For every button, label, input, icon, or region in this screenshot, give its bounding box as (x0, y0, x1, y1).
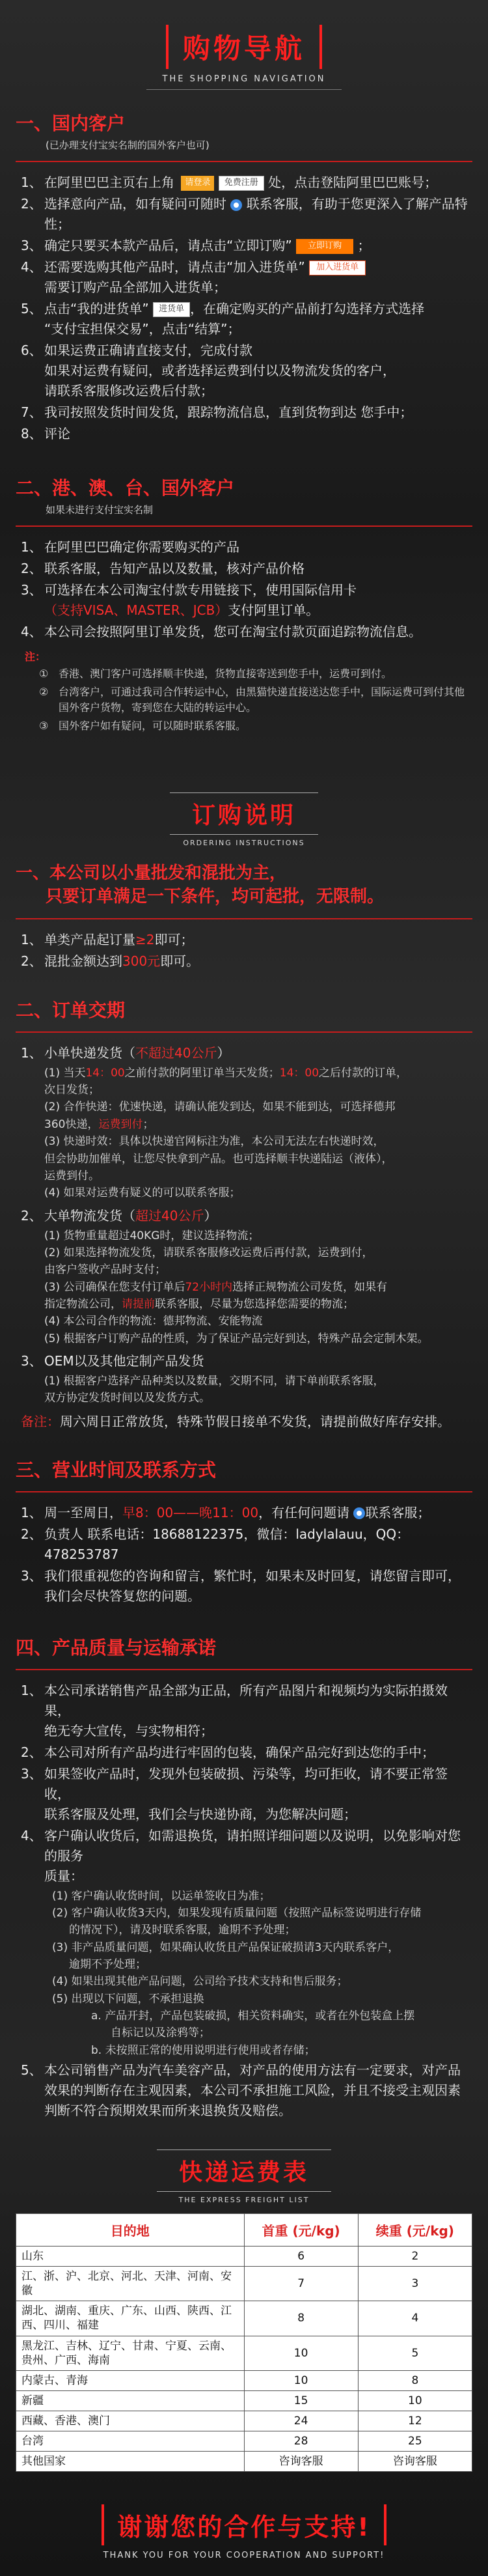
step-number: 1、 (21, 175, 42, 190)
detail-line: 的情况下），请及时联系客服，逾期不予处理； (69, 1924, 296, 1937)
add-to-cart-button[interactable]: 加入进货单 (309, 260, 366, 275)
chat-icon[interactable] (230, 199, 242, 211)
detail-line: (1) 根据客户选择产品种类以及数量，交期不同，请下单前联系客服， (44, 1374, 385, 1388)
destination-cell: 湖北、湖南、重庆、广东、山西、陕西、江西、四川、福建 (16, 2301, 245, 2336)
detail-line: (5) 根据客户订购产品的性质，为了保证产品完好到达，特殊产品会定制木架。 (44, 1332, 429, 1345)
domestic-steps (0, 173, 488, 444)
step-text: 联系客服，有助于您更深入了解产品特性； (44, 196, 468, 232)
time-highlight: 14：00 (85, 1066, 125, 1080)
step-number: 4、 (21, 624, 42, 639)
step-text: 混批金额达到 (44, 953, 122, 969)
step-number: 1、 (21, 1044, 42, 1061)
remark-label: 备注： (21, 1413, 60, 1429)
step-text: 联系客服，告知产品以及数量，核对产品价格 (44, 561, 305, 576)
ordering-title: 订购说明 (170, 792, 318, 835)
list-item (21, 1743, 470, 1763)
detail-line (44, 1116, 488, 1133)
step-text: 点击 (44, 301, 70, 316)
list-item (21, 1826, 470, 1886)
detail-line: (4) 如果对运费有疑义的可以联系客服； (44, 1186, 241, 1200)
step-number: 2、 (21, 196, 42, 212)
step-text: 如果签收产品时，发现外包装破损、污染等，均可拒收，请不要正常签收， (44, 1765, 448, 1802)
min-quantity: ≥2 (135, 931, 155, 947)
detail-text: 联系客服，尽量为您选择您需要的物流； (155, 1297, 354, 1311)
thanks-subtitle: THANK YOU FOR YOUR COOPERATION AND SUPPORT! (103, 2551, 385, 2561)
notice-block (0, 643, 488, 734)
step-text: ； (357, 238, 371, 253)
step-number: 7、 (21, 404, 42, 420)
step-number: 4、 (21, 259, 42, 275)
step-number: 5、 (21, 301, 42, 316)
register-button[interactable]: 免费注册 (219, 176, 264, 190)
remark-text: 周六周日正常放货，特殊节假日接单不发货，请提前做好库存安排。 (60, 1413, 450, 1429)
oem-details (0, 1373, 488, 1407)
step-text: ，有任何问题请 (258, 1504, 350, 1520)
detail-line: 由客户签收产品时支付； (44, 1263, 166, 1277)
step-text: 选择意向产品，如有疑问可随时 (44, 196, 226, 212)
thanks-title: 谢谢您的合作与支持! (102, 2504, 386, 2545)
detail-text: 之后付款的订单， (319, 1066, 408, 1080)
detail-text: 之前付款的阿里订单当天发货； (124, 1066, 280, 1080)
step-text: 我司按照发货时间发货，跟踪物流信息，直到货物到达 您手中； (44, 404, 413, 420)
step-text: 即可； (154, 931, 194, 947)
detail-line (44, 1065, 488, 1082)
detail-line: (4) 本公司合作的物流：德邦物流、安能物流 (44, 1315, 263, 1328)
step-text: “我的进货单” (70, 301, 149, 316)
step-text: 周一至周日， (44, 1504, 122, 1520)
small-order-details (0, 1065, 488, 1202)
step-text: 评论 (44, 426, 70, 441)
list-item (21, 559, 470, 579)
detail-line: (2) 如果选择物流发货，请联系客服修改运费后再付款，运费到付， (44, 1246, 373, 1259)
freight-note: 运费到付 (98, 1117, 143, 1131)
first-weight-cell: 咨询客服 (244, 2452, 358, 2472)
table-row (16, 2411, 472, 2431)
step-number: 3、 (21, 1352, 42, 1369)
header (0, 0, 488, 90)
extra-weight-cell: 4 (358, 2301, 472, 2336)
option-title: 大单物流发货（ (44, 1207, 135, 1224)
step-text: 处，点击登陆阿里巴巴账号； (268, 175, 438, 190)
first-weight-cell: 6 (244, 2247, 358, 2267)
overseas-note: 如果未进行支付宝实名制 (46, 504, 154, 516)
section-divider (16, 1031, 472, 1033)
table-row (16, 2267, 472, 2301)
first-weight-cell: 10 (244, 2370, 358, 2390)
detail-line: (1) 货物重量超过40KG时，建议选择物流； (44, 1229, 260, 1242)
detail-line: (3) 非产品质量问题，如果确认收货且产品保证破损请3天内联系客户， (52, 1940, 400, 1954)
first-weight-cell: 28 (244, 2431, 358, 2452)
destination-cell: 山东 (16, 2247, 245, 2267)
cart-button[interactable]: 进货单 (153, 302, 190, 316)
detail-line (44, 1279, 488, 1296)
table-row (16, 2247, 472, 2267)
time-highlight: 请提前 (122, 1297, 155, 1311)
list-item (21, 257, 470, 298)
delivery-section (0, 973, 488, 1430)
step-number: 2、 (21, 561, 42, 576)
step-text: 请联系客服修改运费后付款； (44, 383, 213, 399)
destination-cell: 江、浙、沪、北京、河北、天津、河南、安徽 (16, 2267, 245, 2301)
freight-table-body (16, 2247, 472, 2472)
buy-now-button[interactable]: 立即订购 (296, 239, 353, 253)
section-divider (16, 161, 472, 162)
step-text: 还需要选购其他产品时，请点击 (44, 259, 226, 275)
step-number: 3、 (21, 1765, 42, 1782)
freight-section (0, 2149, 488, 2472)
column-header: 目的地 (16, 2214, 245, 2247)
weight-limit: 超过40公斤 (135, 1207, 204, 1224)
first-weight-cell: 7 (244, 2267, 358, 2301)
list-item (21, 930, 470, 950)
page-title: 购物导航 (166, 25, 322, 69)
extra-weight-cell: 12 (358, 2411, 472, 2431)
domestic-note: (已办理支付宝实名制的国外客户也可) (46, 139, 210, 151)
step-text: 可选择在本公司淘宝付款专用链接下，使用国际信用卡 (44, 582, 357, 598)
ordering-subtitle: ORDERING INSTRUCTIONS (183, 839, 305, 847)
list-item (21, 194, 470, 234)
first-weight-cell: 10 (244, 2336, 358, 2370)
ordering-section (0, 792, 488, 972)
domestic-title: 一、国内客户 (16, 113, 126, 134)
detail-line (44, 1296, 488, 1313)
column-header: 续重 (元/kg) (358, 2214, 472, 2247)
destination-cell: 新疆 (16, 2390, 245, 2411)
step-number: 3、 (21, 1567, 42, 1584)
delivery-options (0, 1206, 488, 1226)
step-number: 2、 (21, 1744, 42, 1760)
detail-text: 指定物流公司， (44, 1297, 122, 1311)
list-item (21, 1503, 470, 1523)
section-divider (16, 525, 472, 527)
remark (0, 1407, 488, 1430)
step-text: 单类产品起订量 (44, 931, 135, 947)
list-item (21, 173, 470, 193)
time-highlight: 14：00 (279, 1066, 319, 1080)
policy-line: 只要订单满足一下条件，均可起批，无限制。 (46, 887, 385, 907)
step-number: 6、 (21, 343, 42, 358)
column-header: 首重 (元/kg) (244, 2214, 358, 2247)
step-number: 4、 (21, 1827, 42, 1843)
first-weight-cell: 8 (244, 2301, 358, 2336)
option-title: OEM以及其他定制产品发货 (44, 1352, 204, 1369)
step-text: 本公司销售产品为汽车美容产品，对产品的使用方法有一定要求，对产品 (44, 2062, 461, 2079)
step-text: 如果对运费有疑问，或者选择运费到付以及物流发货的客户， (44, 363, 396, 378)
detail-line: b. 未按照正常的使用说明进行使用或者存储； (91, 2043, 316, 2057)
step-text: 本公司承诺销售产品全部为正品，所有产品图片和视频均为实际拍摄效果， (44, 1682, 448, 1718)
order-conditions (0, 930, 488, 972)
freight-table (16, 2213, 472, 2472)
step-text: 客户确认收货后，如需退换货，请拍照详细问题以及说明，以免影响对您的服务 (44, 1827, 461, 1864)
detail-line: 次日发货； (44, 1084, 100, 1097)
table-row (16, 2370, 472, 2390)
bullet-icon: ① (39, 667, 49, 680)
detail-text: 选择正规物流公司发货，如果有 (232, 1280, 388, 1294)
step-number: 5、 (21, 2062, 42, 2079)
list-item (21, 951, 470, 972)
weight-limit: 不超过40公斤 (135, 1044, 217, 1061)
card-types: （支持VISA、MASTER、JCB） (44, 602, 228, 618)
step-text: ，在确定购买的产品前打勾选择方式选择 (190, 301, 425, 316)
detail-text: 360快递， (44, 1117, 99, 1131)
section-divider (16, 918, 472, 919)
detail-text: (3) 公司确保在您支付订单后 (44, 1280, 185, 1294)
overseas-section (0, 445, 488, 734)
step-text: “支付宝担保交易”，点击“结算”； (44, 321, 241, 337)
notice-text: 香港、澳门客户可选择顺丰快递，货物直接寄送到您手中，运费可到付。 (59, 667, 392, 680)
domestic-section (0, 90, 488, 444)
freight-subtitle: THE EXPRESS FREIGHT LIST (178, 2196, 310, 2205)
step-text: 判断不符合预期效果而所来退换货及赔偿。 (44, 2103, 291, 2119)
detail-line: (2) 合作快递：优速快递，请确认能发到达，如果不能到达，可选择德邦 (44, 1100, 396, 1114)
extra-weight-cell: 10 (358, 2390, 472, 2411)
detail-line: (5) 出现以下问题，不承担退换 (52, 1992, 204, 2006)
list-item (21, 1764, 470, 1825)
section-divider (16, 1669, 472, 1670)
step-text: 联系客服及处理，我们会与快递协商，为您解决问题； (44, 1806, 357, 1822)
min-amount: 300元 (122, 953, 161, 969)
step-text: “加入进货单” (226, 259, 305, 275)
large-order-details (0, 1227, 488, 1347)
section-divider (16, 1491, 472, 1492)
bullet-icon: ③ (39, 720, 49, 732)
step-text: 需要订购产品全部加入进货单； (44, 279, 226, 295)
delivery-title: 二、订单交期 (16, 999, 126, 1021)
hours-section (0, 1430, 488, 1606)
list-item (21, 1206, 470, 1226)
extra-weight-cell: 2 (358, 2247, 472, 2267)
ordering-header (0, 792, 488, 847)
extra-weight-cell: 8 (358, 2370, 472, 2390)
table-row (16, 2301, 472, 2336)
step-text: 联系客服； (365, 1504, 431, 1520)
extra-weight-cell: 25 (358, 2431, 472, 2452)
list-item (21, 1351, 470, 1371)
option-title: ） (204, 1207, 217, 1224)
table-header-row (16, 2214, 472, 2247)
step-text: 我们很重视您的咨询和留言，繁忙时，如果未及时回复，请您留言即可， (44, 1567, 461, 1584)
step-text: 确定只要买本款产品后，请点击 (44, 238, 226, 253)
detail-line: (1) 客户确认收货时间，以运单签收日为准； (52, 1889, 271, 1903)
list-item (21, 580, 470, 621)
step-number: 1、 (21, 539, 42, 555)
list-item (39, 666, 466, 682)
step-number: 3、 (21, 582, 42, 598)
first-weight-cell: 24 (244, 2411, 358, 2431)
contact-list (0, 1503, 488, 1606)
step-text: 如果运费正确请直接支付，完成付款 (44, 343, 252, 358)
overseas-steps (0, 537, 488, 642)
step-text: 我们会尽快答复您的问题。 (44, 1588, 200, 1604)
batch-policy (0, 847, 488, 909)
return-policy-details (0, 1888, 488, 2059)
detail-line: 运费到付。 (44, 1169, 100, 1183)
step-number: 2、 (21, 1207, 42, 1224)
extra-weight-cell: 咨询客服 (358, 2452, 472, 2472)
detail-line: 但会协助加催单，让您尽快拿到产品。也可选择顺丰快递陆运（液体）， (44, 1152, 393, 1166)
table-row (16, 2431, 472, 2452)
step-text: 即可。 (160, 953, 200, 969)
quality-list (0, 2060, 488, 2121)
table-row (16, 2390, 472, 2411)
quality-section (0, 1608, 488, 2121)
thanks-banner (0, 2504, 488, 2560)
detail-line: 自标记以及涂鸦等； (111, 2026, 210, 2040)
list-item (21, 537, 470, 557)
time-highlight: 72小时内 (185, 1280, 233, 1294)
step-text: 本公司会按照阿里订单发货，您可在淘宝付款页面追踪物流信息。 (44, 624, 422, 639)
detail-line: 双方协定发货时间以及发货方式。 (44, 1392, 210, 1405)
destination-cell: 内蒙古、青海 (16, 2370, 245, 2390)
option-title: ） (217, 1044, 230, 1061)
first-weight-cell: 15 (244, 2390, 358, 2411)
step-text: 绝无夸大宣传，与实物相符； (44, 1722, 213, 1739)
step-number: 1、 (21, 1504, 42, 1520)
destination-cell: 黑龙江、吉林、辽宁、甘肃、宁夏、云南、贵州、广西、海南 (16, 2336, 245, 2370)
hours-title: 三、营业时间及联系方式 (16, 1459, 217, 1481)
step-number: 1、 (21, 1682, 42, 1698)
step-number: 1、 (21, 931, 42, 947)
step-text: 本公司对所有产品均进行牢固的包装，确保产品完好到达您的手中； (44, 1744, 435, 1760)
notice-text: 台湾客户，可通过我司合作转运中心，由黑猫快递直接送达您手中，国际运费可到付其他国外客户货物，寄到您在大陆的转运中心。 (59, 686, 465, 714)
extra-weight-cell: 5 (358, 2336, 472, 2370)
list-item (21, 299, 470, 339)
quality-list (0, 1681, 488, 1886)
step-text: 支付阿里订单。 (228, 602, 319, 618)
detail-line: (2) 客户确认收货3天内，如果发现有质量问题（按照产品标签说明进行存储 (52, 1906, 422, 1920)
detail-line: 逾期不予处理； (69, 1958, 146, 1971)
list-item (21, 402, 470, 423)
notice-text: 国外客户如有疑问，可以随时联系客服。 (59, 720, 247, 732)
table-row (16, 2452, 472, 2472)
destination-cell: 西藏、香港、澳门 (16, 2411, 245, 2431)
step-text: 在阿里巴巴主页右上角 (44, 175, 174, 190)
business-hours: 早8：00——晚11：00 (122, 1504, 259, 1520)
step-text: “立即订购” (226, 238, 292, 253)
list-item (21, 622, 470, 642)
list-item (21, 1566, 470, 1606)
list-item (21, 1681, 470, 1741)
list-item (21, 2060, 470, 2121)
destination-cell: 其他国家 (16, 2452, 245, 2472)
detail-text: (1) 当天 (44, 1066, 86, 1080)
delivery-options (0, 1351, 488, 1371)
freight-header (0, 2149, 488, 2204)
list-item (21, 341, 470, 401)
overseas-title: 二、港、澳、台、国外客户 (16, 477, 235, 499)
detail-line: (3) 快递时效：具体以快递官网标注为准，本公司无法左右快递时效， (44, 1135, 385, 1149)
policy-line: 一、本公司以小量批发和混批为主， (16, 863, 287, 883)
login-button[interactable]: 请登录 (181, 176, 214, 190)
option-title: 小单快递发货（ (44, 1044, 135, 1061)
table-row (16, 2336, 472, 2370)
quality-title: 四、产品质量与运输承诺 (16, 1636, 217, 1659)
notice-label: 注： (25, 651, 46, 663)
step-number: 2、 (21, 1526, 42, 1542)
list-item (21, 1043, 470, 1063)
step-number: 3、 (21, 238, 42, 253)
list-item (21, 1524, 470, 1565)
list-item (39, 718, 466, 734)
step-text: 质量： (44, 1868, 83, 1884)
destination-cell: 台湾 (16, 2431, 245, 2452)
chat-icon[interactable] (353, 1507, 365, 1519)
page-subtitle: THE SHOPPING NAVIGATION (162, 74, 326, 84)
contact-info: 负责人 联系电话：18688122375，微信：ladylalauu，QQ：478253787 (44, 1526, 410, 1562)
bullet-icon: ② (39, 686, 49, 698)
list-item (39, 684, 466, 716)
detail-text: ； (142, 1117, 154, 1131)
step-text: 在阿里巴巴确定你需要购买的产品 (44, 539, 239, 555)
delivery-options (0, 1043, 488, 1063)
detail-line: a. 产品开封，产品包装破损，相关资料确实，或者在外包装盒上摆 (91, 2009, 415, 2023)
step-text: 效果的判断存在主观因素，本公司不承担施工风险，并且不接受主观因素 (44, 2082, 461, 2099)
list-item (21, 424, 470, 444)
step-number: 8、 (21, 426, 42, 441)
step-number: 2、 (21, 953, 42, 969)
list-item (21, 236, 470, 256)
freight-title: 快递运费表 (157, 2149, 331, 2192)
extra-weight-cell: 3 (358, 2267, 472, 2301)
detail-line: (4) 如果出现其他产品问题，公司给予技术支持和售后服务； (52, 1975, 348, 1989)
